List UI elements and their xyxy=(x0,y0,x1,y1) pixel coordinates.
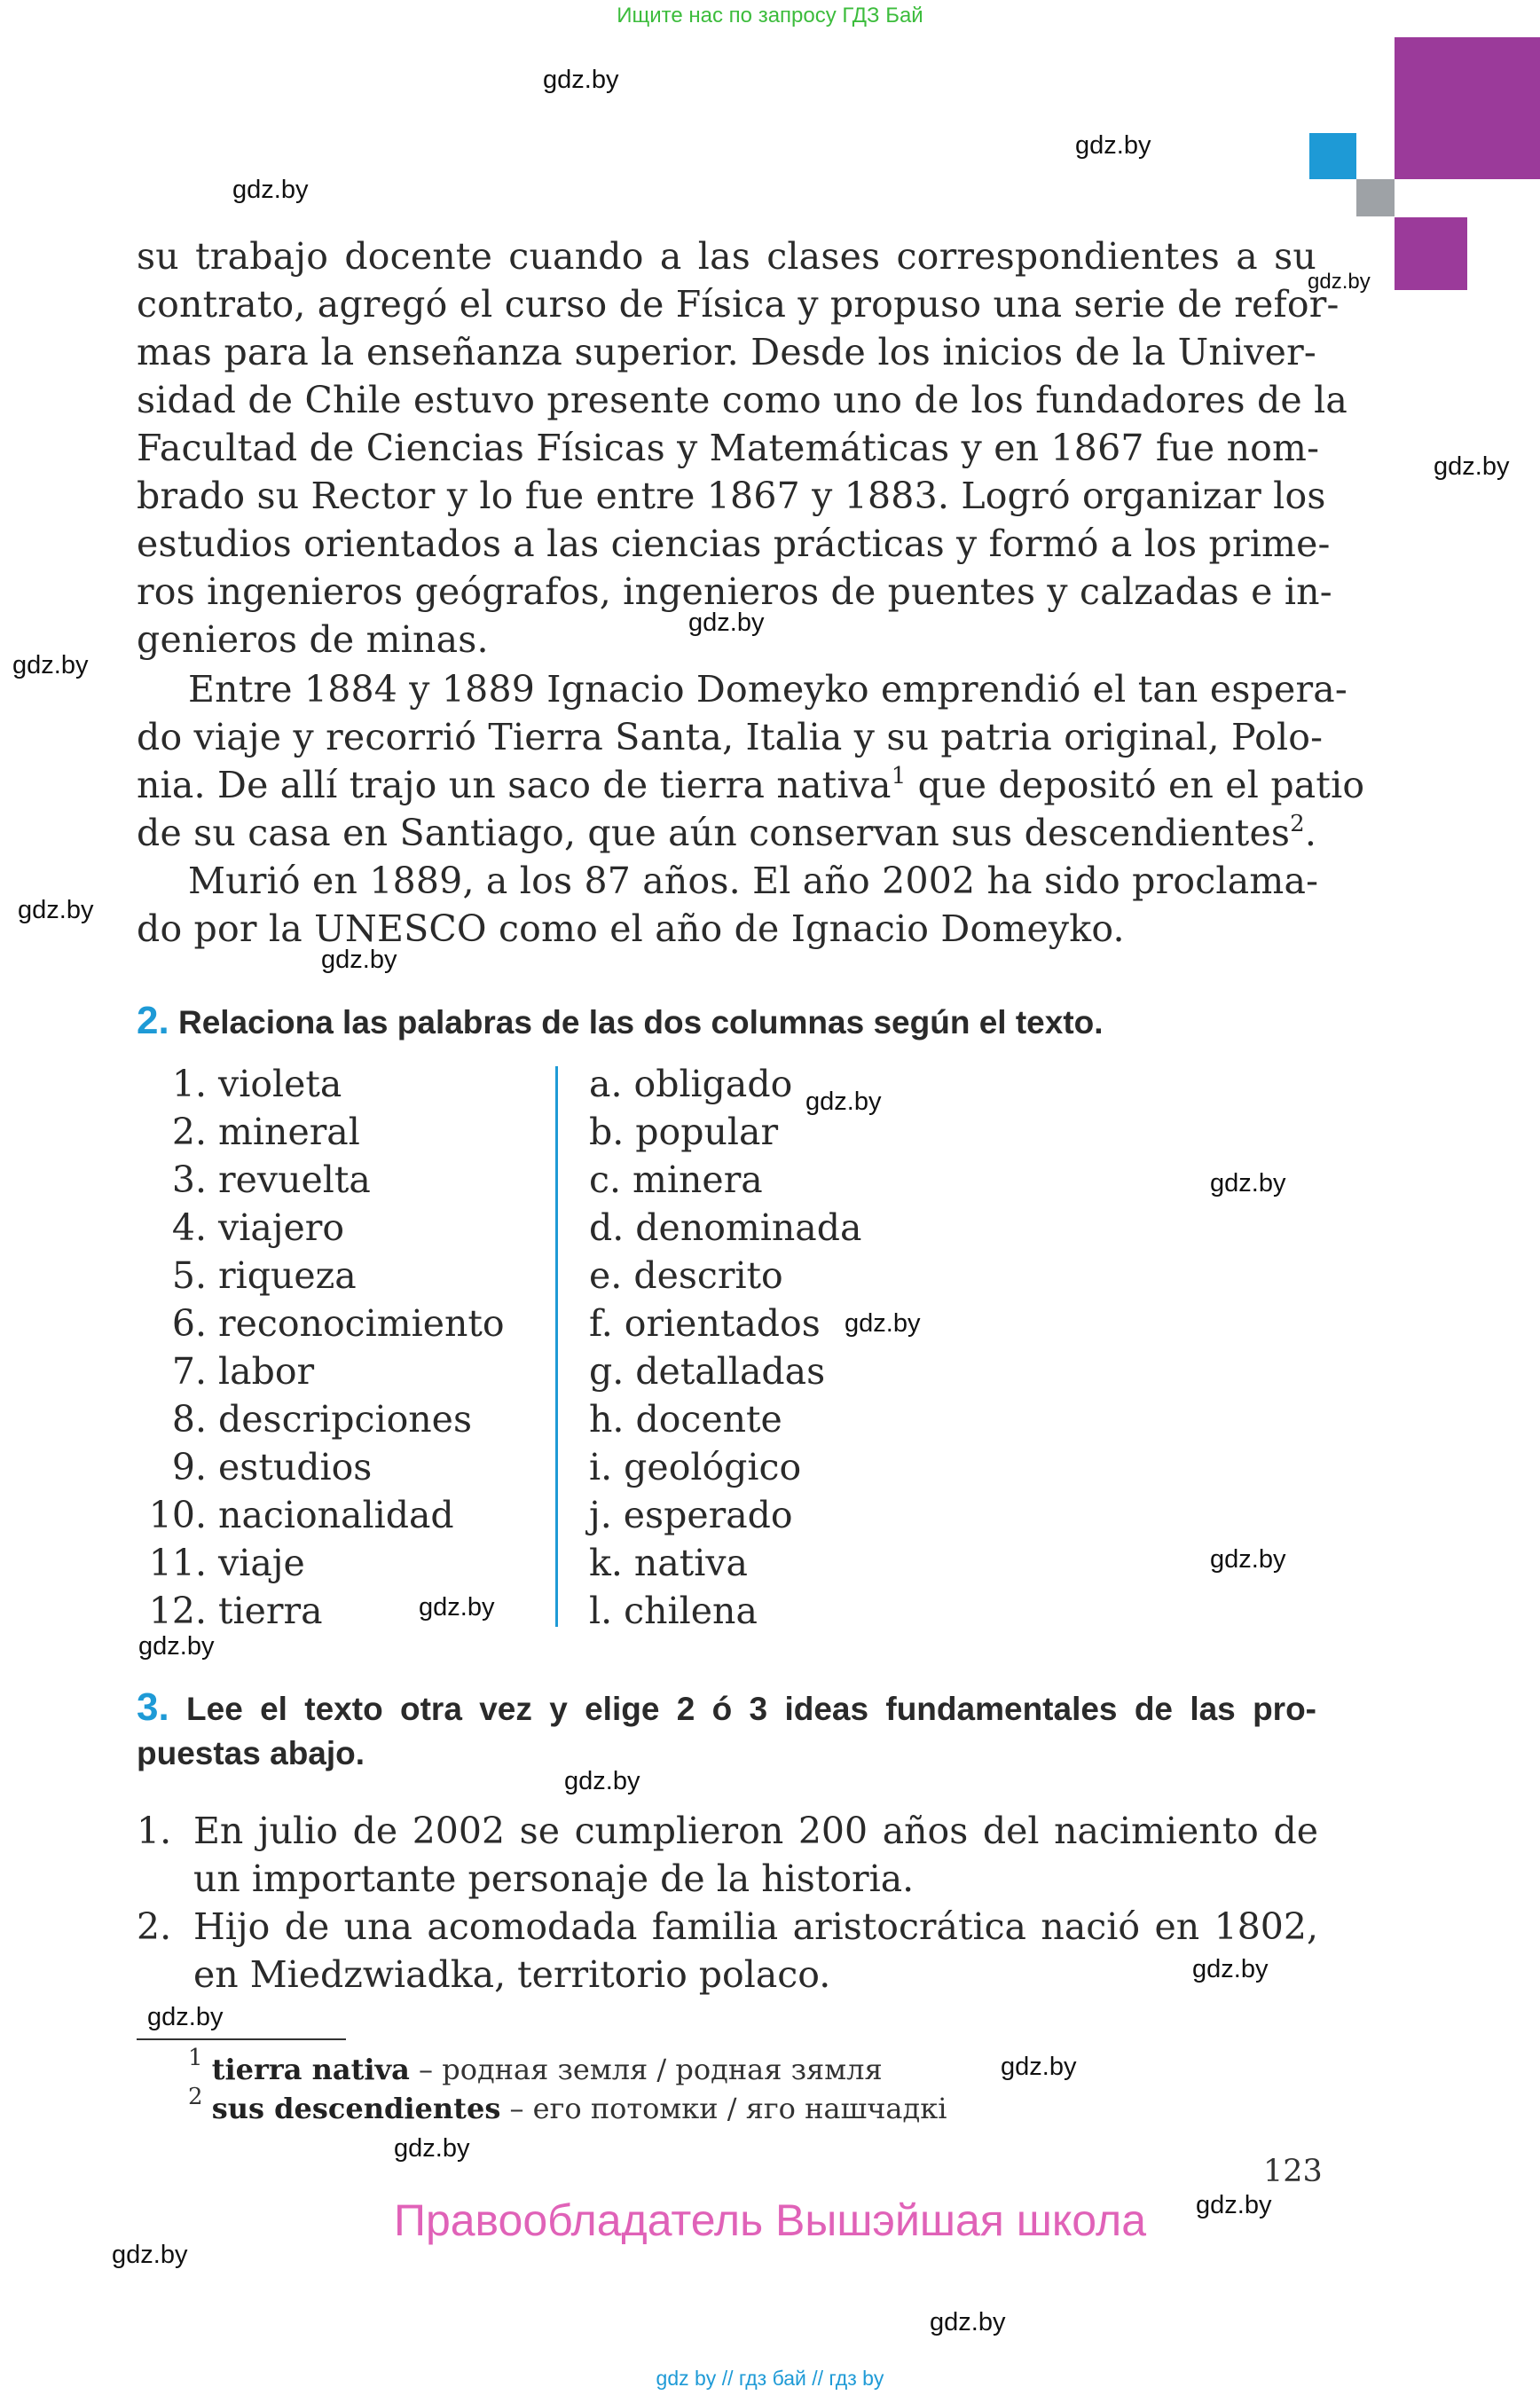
footnote-ref[interactable]: 2 xyxy=(1290,811,1305,837)
watermark: gdz.by xyxy=(688,609,765,637)
text-line: do por la UNESCO como el año de Ignacio Domeyko. xyxy=(137,907,1125,950)
list-item: k. nativa xyxy=(589,1542,748,1584)
watermark: gdz.by xyxy=(1210,1545,1286,1574)
footnote: $^2$ sus descendientes – его потомки / яго нашчадкі xyxy=(188,2084,947,2125)
exercise-2-heading xyxy=(137,999,1104,1043)
text-line: ros ingenieros geógrafos, ingenieros de puentes y calzadas e in- xyxy=(137,570,1332,613)
watermark: gdz.by xyxy=(1308,270,1371,294)
list-item: en Miedzwiadka, territorio polaco. xyxy=(193,1953,831,1996)
footnote: $^1$ tierra nativa – родная земля / родная зямля xyxy=(188,2045,883,2086)
list-item: f. orientados xyxy=(589,1302,821,1345)
list-item: un importante personaje de la historia. xyxy=(193,1857,915,1900)
watermark: gdz.by xyxy=(321,946,397,974)
watermark: gdz.by xyxy=(845,1309,921,1338)
watermark: gdz.by xyxy=(805,1088,882,1116)
bottom-links[interactable]: gdz by // гдз бай // гдз by xyxy=(656,2367,884,2390)
watermark: gdz.by xyxy=(564,1767,640,1795)
top-banner[interactable]: Ищите нас по запросу ГДЗ Бай xyxy=(617,4,923,27)
list-item: 10. nacionalidad xyxy=(148,1494,454,1536)
watermark: gdz.by xyxy=(419,1593,495,1622)
decor-square-gray xyxy=(1356,179,1395,216)
list-item: b. popular xyxy=(589,1111,779,1153)
watermark: gdz.by xyxy=(930,2308,1006,2336)
list-item: 7. labor xyxy=(171,1350,315,1393)
list-item: d. denominada xyxy=(589,1206,862,1249)
list-item: g. detalladas xyxy=(589,1350,826,1393)
list-item: c. minera xyxy=(589,1158,763,1201)
watermark: gdz.by xyxy=(1434,452,1510,481)
watermark: gdz.by xyxy=(394,2134,470,2163)
text-line: sidad de Chile estuvo presente como uno de los fundadores de la xyxy=(137,379,1348,421)
list-item: e. descrito xyxy=(589,1254,783,1297)
text-line: do viaje y recorrió Tierra Santa, Italia y su patria original, Polo- xyxy=(137,716,1324,758)
list-item: 3. revuelta xyxy=(171,1158,371,1201)
list-item: 12. tierra xyxy=(148,1590,323,1632)
watermark: gdz.by xyxy=(543,66,619,94)
exercise-instruction: Relaciona las palabras de las dos columnas según el texto. xyxy=(177,1004,1104,1041)
text-line: Murió en 1889, a los 87 años. El año 2002 ha sido proclama- xyxy=(188,860,1319,902)
text-line: de su casa en Santiago, que aún conservan sus descendientes$^2$. xyxy=(137,811,1317,854)
list-item: a. obligado xyxy=(589,1063,793,1105)
watermark: gdz.by xyxy=(1192,1955,1269,1983)
watermark: gdz.by xyxy=(112,2241,188,2269)
text-line: contrato, agregó el curso de Física y propuso una serie de refor- xyxy=(137,283,1340,326)
list-item: 4. viajero xyxy=(171,1206,345,1249)
exercise-instruction: puestas abajo. xyxy=(137,1735,365,1771)
decor-square-small-purple xyxy=(1395,217,1467,290)
exercise-number: 2. xyxy=(137,999,169,1042)
text-line: mas para la enseñanza superior. Desde los inicios de la Univer- xyxy=(137,331,1316,373)
footnote-ref[interactable]: 1 xyxy=(891,763,907,789)
decor-square-large-purple xyxy=(1395,37,1540,179)
watermark: gdz.by xyxy=(1075,131,1151,160)
list-item: l. chilena xyxy=(589,1590,758,1632)
list-item: 8. descripciones xyxy=(171,1398,472,1441)
list-number: 2. xyxy=(137,1905,172,1948)
list-item: En julio de 2002 se cumplieron 200 años del nacimiento de xyxy=(193,1810,1318,1852)
list-item: 2. mineral xyxy=(171,1111,360,1153)
page-number: 123 xyxy=(1263,2154,1323,2189)
list-item: 9. estudios xyxy=(171,1446,373,1488)
watermark: gdz.by xyxy=(147,2003,224,2031)
list-item: h. docente xyxy=(589,1398,782,1441)
text-line: genieros de minas. xyxy=(137,618,489,661)
text-line: Entre 1884 y 1889 Ignacio Domeyko emprendió el tan espera- xyxy=(188,668,1348,711)
watermark: gdz.by xyxy=(138,1632,215,1661)
rights-notice: Правообладатель Вышэйшая школа xyxy=(394,2195,1146,2245)
exercise-instruction: 3. Lee el texto otra vez y elige 2 ó 3 ideas fundamentales de las pro- xyxy=(137,1685,1316,1729)
watermark: gdz.by xyxy=(1210,1169,1286,1198)
list-item: i. geológico xyxy=(589,1446,802,1488)
watermark: gdz.by xyxy=(1001,2053,1077,2081)
watermark: gdz.by xyxy=(12,651,89,679)
exercise-number: 3. xyxy=(137,1685,169,1729)
list-item: 1. violeta xyxy=(171,1063,342,1105)
watermark: gdz.by xyxy=(232,176,309,204)
decor-square-blue xyxy=(1309,133,1356,179)
footnote-rule xyxy=(137,2038,346,2040)
list-item: Hijo de una acomodada familia aristocrática nació en 1802, xyxy=(193,1905,1318,1948)
text-line: su trabajo docente cuando a las clases correspondientes a su xyxy=(137,235,1316,278)
list-item: 6. reconocimiento xyxy=(171,1302,505,1345)
list-item: j. esperado xyxy=(589,1494,793,1536)
text-line: estudios orientados a las ciencias prácticas y formó a los prime- xyxy=(137,522,1331,565)
list-item: 5. riqueza xyxy=(171,1254,357,1297)
text-line: nia. De allí trajo un saco de tierra nativa$^1$ que depositó en el patio xyxy=(137,763,1365,806)
text-line: brado su Rector y lo fue entre 1867 y 1883. Logró organizar los xyxy=(137,475,1326,517)
watermark: gdz.by xyxy=(1196,2191,1272,2219)
list-number: 1. xyxy=(137,1810,172,1852)
list-item: 11. viaje xyxy=(148,1542,305,1584)
text-line: Facultad de Ciencias Físicas y Matemáticas y en 1867 fue nom- xyxy=(137,427,1320,469)
watermark: gdz.by xyxy=(18,896,94,924)
